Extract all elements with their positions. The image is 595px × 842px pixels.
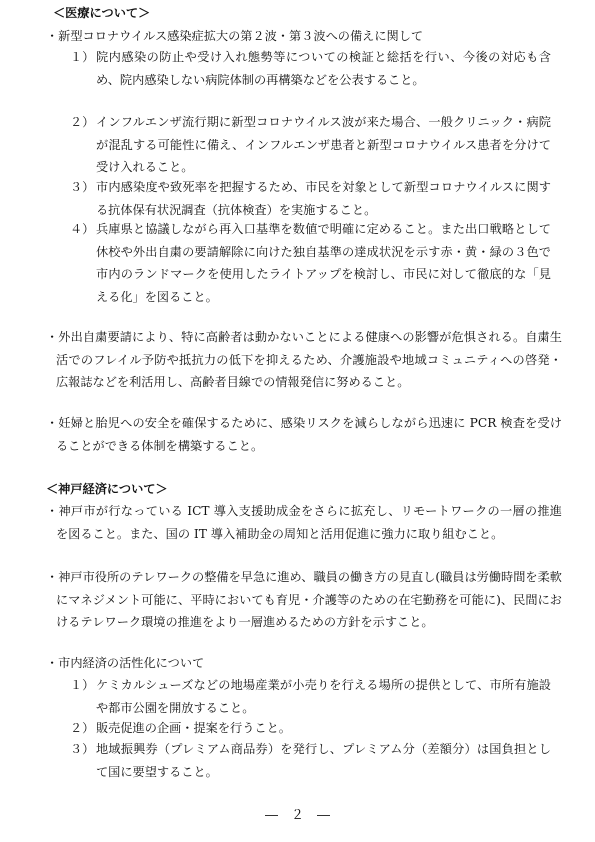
economy-item-2 bbox=[70, 717, 551, 740]
item-number: ２） bbox=[70, 115, 95, 129]
item-text: 地域振興券（プレミアム商品券）を発行し、プレミアム分（差額分）は国負担として国に要望すること。 bbox=[96, 742, 551, 779]
economy-paragraph-ict: ・神戸市が行なっている ICT 導入支援助成金をさらに拡充し、リモートワークの一層の推進を図ること。また、国の IT 導入補助金の周知と活用促進に強力に取り組むこと。 bbox=[46, 504, 562, 541]
medical-item-4 bbox=[70, 218, 551, 308]
item-number: ４） bbox=[70, 222, 95, 236]
section-heading-economy: ＜神戸経済について＞ bbox=[46, 482, 168, 496]
item-number: ２） bbox=[70, 721, 95, 735]
item-text: 販売促進の企画・提案を行うこと。 bbox=[96, 721, 291, 735]
item-number: ３） bbox=[70, 742, 95, 756]
economy-item-1 bbox=[70, 674, 551, 719]
item-text: ケミカルシューズなどの地場産業が小売りを行える場所の提供として、市所有施設や都市公園を開放すること。 bbox=[96, 678, 551, 715]
economy-item-3 bbox=[70, 738, 551, 783]
item-number: １） bbox=[70, 678, 95, 692]
medical-paragraph-pcr: ・妊婦と胎児への安全を確保するために、感染リスクを減らしながら迅速に PCR 検査を受けることができる体制を構築すること。 bbox=[46, 416, 562, 453]
item-text: インフルエンザ流行期に新型コロナウイルス波が来た場合、一般クリニック・病院が混乱する可能性に備え、インフルエンザ患者と新型コロナウイルス患者を分けて受け入れること。 bbox=[96, 115, 551, 174]
medical-paragraph-frailty: ・外出自粛要請により、特に高齢者は動かないことによる健康への影響が危惧される。自粛生活でのフレイル予防や抵抗力の低下を抑えるため、介護施設や地域コミュニティへの啓発・広報誌などを利活用し、高齢者目線での情報発信に努めること。 bbox=[46, 330, 562, 389]
medical-item-2 bbox=[70, 111, 551, 179]
medical-item-3 bbox=[70, 176, 551, 221]
item-text: 市内感染度や致死率を把握するため、市民を対象として新型コロナウイルスに関する抗体保有状況調査（抗体検査）を実施すること。 bbox=[96, 180, 551, 217]
section-heading-medical: ＜医療について＞ bbox=[53, 6, 151, 20]
item-number: １） bbox=[70, 50, 95, 64]
medical-item-1 bbox=[70, 46, 551, 91]
economy-paragraph-telework: ・神戸市役所のテレワークの整備を早急に進め、職員の働き方の見直し(職員は労働時間を柔軟にマネジメント可能に、平時においても育児・介護等のための在宅勤務を可能に)、民間におけるテレワーク環境の推進をより一層進めるための方針を示すこと。 bbox=[46, 570, 562, 629]
item-text: 院内感染の防止や受け入れ態勢等についての検証と総括を行い、今後の対応も含め、院内感染しない病院体制の再構築などを公表すること。 bbox=[96, 50, 551, 87]
item-number: ３） bbox=[70, 180, 95, 194]
medical-intro: ・新型コロナウイルス感染症拡大の第２波・第３波への備えに関して bbox=[46, 29, 424, 43]
economy-intro: ・市内経済の活性化について bbox=[46, 656, 205, 670]
page-number: ― ２ ― bbox=[264, 808, 330, 823]
item-text: 兵庫県と協議しながら再入口基準を数値で明確に定めること。また出口戦略として休校や外出自粛の要請解除に向けた独自基準の達成状況を示す赤・黄・緑の３色で市内のランドマークを使用したライトアップを検討し、市民に対して徹底的な「見える化」を図ること。 bbox=[96, 222, 551, 304]
